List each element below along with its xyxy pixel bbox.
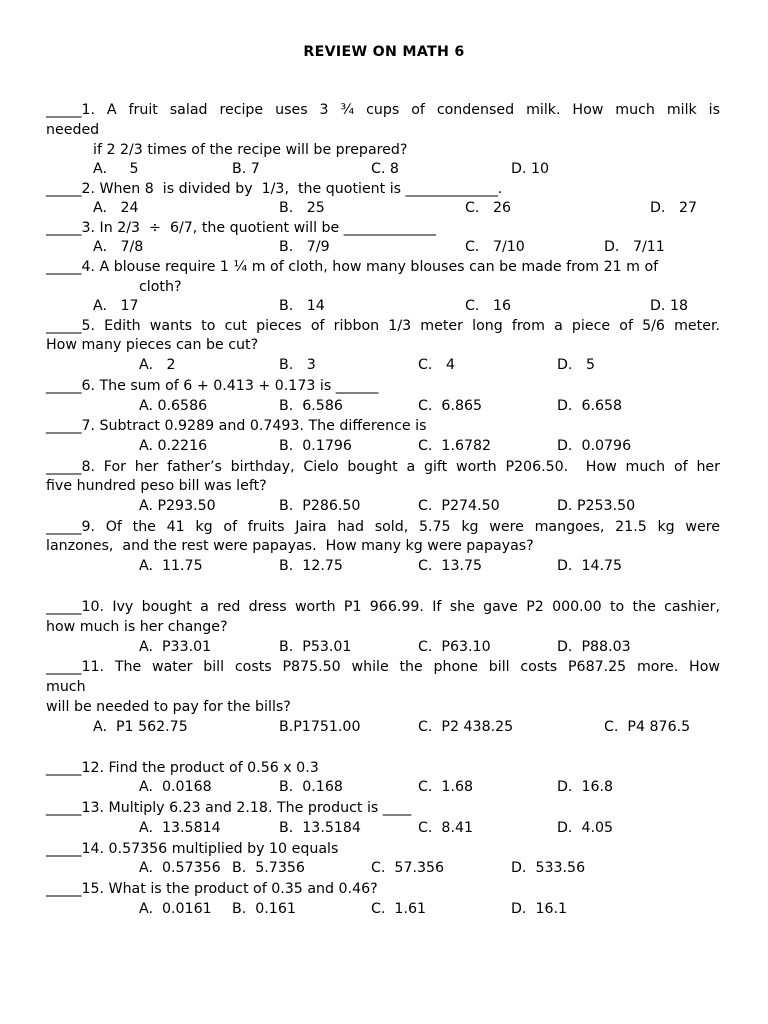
question-6-option-d: D. 6.658 bbox=[557, 398, 623, 414]
question-5-line-2: How many pieces can be cut? bbox=[46, 337, 259, 353]
question-2-option-d: D. 27 bbox=[650, 200, 698, 216]
question-12-option-a: A. 0.0168 bbox=[139, 779, 212, 795]
question-13-line-1: _____13. Multiply 6.23 and 2.18. The product is ____ bbox=[46, 800, 412, 816]
question-5-option-a: A. 2 bbox=[139, 357, 176, 373]
question-14-option-d: D. 533.56 bbox=[511, 860, 586, 876]
question-7-option-d: D. 0.0796 bbox=[557, 438, 632, 454]
question-11-option-d: C. P4 876.5 bbox=[604, 719, 691, 735]
question-8-option-a: A. P293.50 bbox=[139, 498, 216, 514]
question-11-option-c: C. P2 438.25 bbox=[418, 719, 514, 735]
question-14-option-a: A. 0.57356 bbox=[139, 860, 221, 876]
question-14-option-b: B. 5.7356 bbox=[232, 860, 305, 876]
question-14-line-1: _____14. 0.57356 multiplied by 10 equals bbox=[46, 841, 339, 857]
question-3-line-1: _____3. In 2/3 ÷ 6/7, the quotient will be _____________ bbox=[46, 220, 436, 236]
question-13-option-d: D. 4.05 bbox=[557, 820, 614, 836]
question-8-option-d: D. P253.50 bbox=[557, 498, 636, 514]
question-15-option-c: C. 1.61 bbox=[371, 901, 427, 917]
question-3-option-c: C. 7/10 bbox=[465, 239, 525, 255]
question-7-line-1: _____7. Subtract 0.9289 and 0.7493. The difference is bbox=[46, 418, 427, 434]
question-1-line-2: needed bbox=[46, 122, 100, 138]
question-12-option-b: B. 0.168 bbox=[279, 779, 343, 795]
question-4-option-b: B. 14 bbox=[279, 298, 325, 314]
question-10-option-a: A. P33.01 bbox=[139, 639, 212, 655]
question-4-option-d: D. 18 bbox=[650, 298, 688, 314]
question-9-option-c: C. 13.75 bbox=[418, 558, 483, 574]
question-6-option-a: A. 0.6586 bbox=[139, 398, 208, 414]
question-10-option-c: C. P63.10 bbox=[418, 639, 491, 655]
question-11-option-b: B.P1751.00 bbox=[279, 719, 361, 735]
question-1-line-1: _____1. A fruit salad recipe uses 3 ¾ cups of condensed milk. How much milk is bbox=[46, 102, 720, 118]
question-8-option-b: B. P286.50 bbox=[279, 498, 361, 514]
question-12-option-d: D. 16.8 bbox=[557, 779, 614, 795]
question-15-option-d: D. 16.1 bbox=[511, 901, 568, 917]
question-2-option-a: A. 24 bbox=[93, 200, 139, 216]
question-11-option-a: A. P1 562.75 bbox=[93, 719, 188, 735]
question-14-option-c: C. 57.356 bbox=[371, 860, 445, 876]
question-1-line-3: if 2 2/3 times of the recipe will be prepared? bbox=[93, 142, 408, 158]
question-4-option-a: A. 17 bbox=[93, 298, 139, 314]
question-2-option-c: C. 26 bbox=[465, 200, 511, 216]
question-12-option-c: C. 1.68 bbox=[418, 779, 474, 795]
question-15-option-b: B. 0.161 bbox=[232, 901, 296, 917]
question-15-option-a: A. 0.0161 bbox=[139, 901, 212, 917]
question-9-option-d: D. 14.75 bbox=[557, 558, 623, 574]
question-8-option-c: C. P274.50 bbox=[418, 498, 500, 514]
question-15-line-1: _____15. What is the product of 0.35 and 0.46? bbox=[46, 881, 378, 897]
question-9-line-1: _____9. Of the 41 kg of fruits Jaira had sold, 5.75 kg were mangoes, 21.5 kg were bbox=[46, 519, 720, 535]
question-6-option-b: B. 6.586 bbox=[279, 398, 343, 414]
question-9-option-a: A. 11.75 bbox=[139, 558, 203, 574]
question-10-option-d: D. P88.03 bbox=[557, 639, 631, 655]
question-5-option-b: B. 3 bbox=[279, 357, 316, 373]
question-13-option-c: C. 8.41 bbox=[418, 820, 474, 836]
question-11-line-1: _____11. The water bill costs P875.50 while the phone bill costs P687.25 more. How bbox=[46, 659, 720, 675]
question-5-option-d: D. 5 bbox=[557, 357, 595, 373]
question-13-option-b: B. 13.5184 bbox=[279, 820, 361, 836]
page-title: REVIEW ON MATH 6 bbox=[303, 44, 465, 60]
question-5-line-1: _____5. Edith wants to cut pieces of ribbon 1/3 meter long from a piece of 5/6 meter. bbox=[46, 318, 720, 334]
question-7-option-c: C. 1.6782 bbox=[418, 438, 492, 454]
question-6-line-1: _____6. The sum of 6 + 0.413 + 0.173 is ______ bbox=[46, 378, 379, 394]
question-6-option-c: C. 6.865 bbox=[418, 398, 483, 414]
question-8-line-2: five hundred peso bill was left? bbox=[46, 478, 267, 494]
question-11-line-3: will be needed to pay for the bills? bbox=[46, 699, 291, 715]
question-4-line-2: cloth? bbox=[139, 279, 182, 295]
question-8-line-1: _____8. For her father’s birthday, Cielo bought a gift worth P206.50. How much of her bbox=[46, 459, 720, 475]
question-2-option-b: B. 25 bbox=[279, 200, 325, 216]
question-10-line-1: _____10. Ivy bought a red dress worth P1 966.99. If she gave P2 000.00 to the cashier, bbox=[46, 599, 720, 615]
question-10-line-2: how much is her change? bbox=[46, 619, 228, 635]
question-13-option-a: A. 13.5814 bbox=[139, 820, 221, 836]
question-1-option-c: C. 8 bbox=[371, 161, 399, 177]
question-1-option-d: D. 10 bbox=[511, 161, 549, 177]
question-12-line-1: _____12. Find the product of 0.56 x 0.3 bbox=[46, 760, 319, 776]
question-4-option-c: C. 16 bbox=[465, 298, 511, 314]
question-3-option-b: B. 7/9 bbox=[279, 239, 330, 255]
question-3-option-a: A. 7/8 bbox=[93, 239, 144, 255]
question-7-option-a: A. 0.2216 bbox=[139, 438, 208, 454]
question-2-line-1: _____2. When 8 is divided by 1/3, the quotient is _____________. bbox=[46, 181, 503, 197]
question-10-option-b: B. P53.01 bbox=[279, 639, 352, 655]
question-9-option-b: B. 12.75 bbox=[279, 558, 343, 574]
question-1-option-a: A. 5 bbox=[93, 161, 139, 177]
question-5-option-c: C. 4 bbox=[418, 357, 455, 373]
question-4-line-1: _____4. A blouse require 1 ¼ m of cloth, how many blouses can be made from 21 m of bbox=[46, 259, 659, 275]
question-1-option-b: B. 7 bbox=[232, 161, 260, 177]
question-3-option-d: D. 7/11 bbox=[604, 239, 665, 255]
question-11-line-2: much bbox=[46, 679, 86, 695]
question-7-option-b: B. 0.1796 bbox=[279, 438, 352, 454]
question-9-line-2: lanzones, and the rest were papayas. How many kg were papayas? bbox=[46, 538, 534, 554]
